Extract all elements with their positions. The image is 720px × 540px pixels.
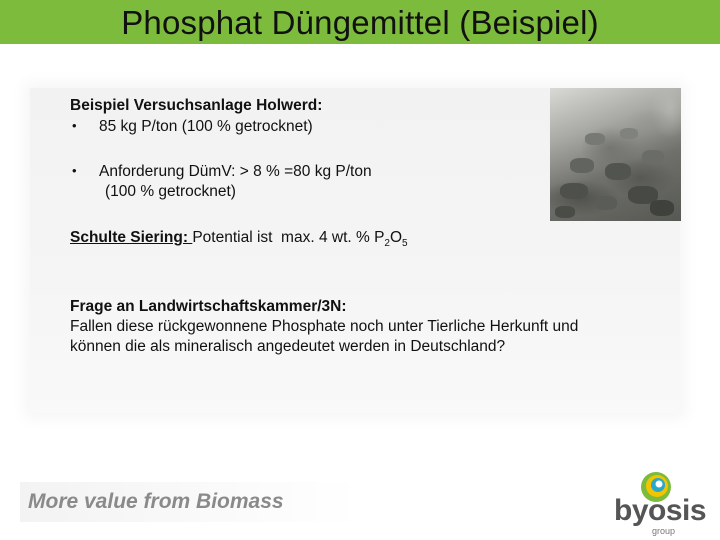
question-heading: Frage an Landwirtschaftskammer/3N: [70,298,347,315]
bullet-requirement-line2: (100 % getrocknet) [105,183,236,200]
experiment-heading: Beispiel Versuchsanlage Holwerd: [70,97,323,114]
bullet-phosphorus-content: 85 kg P/ton (100 % getrocknet) [99,118,313,135]
schulte-label: Schulte Siering: [70,229,193,246]
byosis-logo-text: byosis [614,494,707,527]
question-line1: Fallen diese rückgewonnene Phosphate noch unter Tierliche Herkunft und [70,318,579,335]
schulte-siering-line [70,228,408,253]
oxygen-symbol: O [389,229,403,246]
subscript-2: 2 [384,238,390,250]
byosis-logo-sub: group [652,526,676,536]
subscript-5: 5 [402,238,408,250]
phosphate-granules-photo [550,88,681,221]
question-line2: können die als mineralisch angedeutet werden in Deutschland? [70,338,506,355]
footer-tagline: More value from Biomass [28,490,284,513]
bullet-marker: • [72,118,77,133]
schulte-text: Potential ist max. 4 wt. % P [192,229,385,246]
bullet-requirement-line1: Anforderung DümV: > 8 % =80 kg P/ton [99,163,372,180]
slide-title: Phosphat Düngemittel (Beispiel) [121,4,599,41]
bullet-marker: • [72,163,77,178]
